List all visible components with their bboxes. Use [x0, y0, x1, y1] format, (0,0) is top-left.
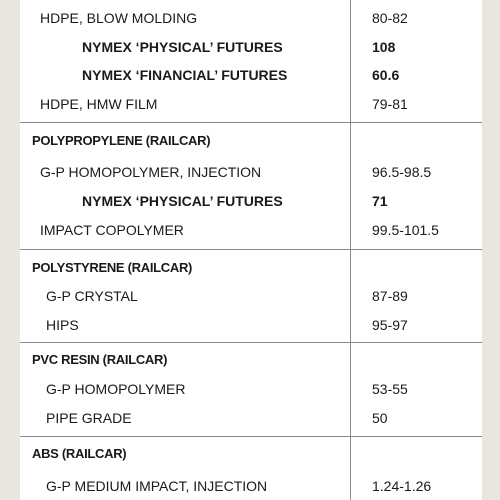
- price-value: 99.5-101.5: [372, 222, 439, 238]
- section-header-label: PVC RESIN (RAILCAR): [32, 352, 168, 367]
- price-value: 53-55: [372, 381, 408, 397]
- table-row: [20, 35, 482, 59]
- price-value: 71: [372, 193, 388, 209]
- table-row: [20, 63, 482, 87]
- section-header: [20, 130, 482, 152]
- table-row: [20, 284, 482, 308]
- table-row: [20, 313, 482, 337]
- section-divider: [20, 436, 482, 437]
- product-name: G-P HOMOPOLYMER: [46, 381, 186, 397]
- price-value: 95-97: [372, 317, 408, 333]
- product-name: NYMEX ‘FINANCIAL’ FUTURES: [82, 67, 288, 83]
- table-row: [20, 218, 482, 242]
- price-value: 108: [372, 39, 396, 55]
- section-header-label: POLYPROPYLENE (RAILCAR): [32, 133, 211, 148]
- price-table: [20, 0, 482, 500]
- product-name: PIPE GRADE: [46, 410, 132, 426]
- table-row: [20, 6, 482, 30]
- product-name: G-P MEDIUM IMPACT, INJECTION: [46, 478, 268, 494]
- table-row: [20, 160, 482, 184]
- table-row: [20, 377, 482, 401]
- product-name: G-P HOMOPOLYMER, INJECTION: [40, 164, 262, 180]
- product-name: HIPS: [46, 317, 79, 333]
- price-value: 80-82: [372, 10, 408, 26]
- table-row: [20, 406, 482, 430]
- product-name: HDPE, BLOW MOLDING: [40, 10, 198, 26]
- table-row: [20, 92, 482, 116]
- section-header-label: ABS (RAILCAR): [32, 446, 127, 461]
- section-header-label: POLYSTYRENE (RAILCAR): [32, 260, 193, 275]
- price-value: 87-89: [372, 288, 408, 304]
- price-value: 60.6: [372, 67, 400, 83]
- section-header: [20, 349, 482, 371]
- product-name: NYMEX ‘PHYSICAL’ FUTURES: [82, 193, 283, 209]
- product-name: NYMEX ‘PHYSICAL’ FUTURES: [82, 39, 283, 55]
- table-row: [20, 189, 482, 213]
- price-value: 79-81: [372, 96, 408, 112]
- section-divider: [20, 122, 482, 123]
- table-row: [20, 474, 482, 498]
- section-divider: [20, 249, 482, 250]
- price-value: 1.24-1.26: [372, 478, 432, 494]
- section-divider: [20, 342, 482, 343]
- product-name: HDPE, HMW FILM: [40, 96, 158, 112]
- price-value: 96.5-98.5: [372, 164, 432, 180]
- product-name: IMPACT COPOLYMER: [40, 222, 184, 238]
- price-value: 50: [372, 410, 388, 426]
- section-header: [20, 443, 482, 465]
- product-name: G-P CRYSTAL: [46, 288, 138, 304]
- section-header: [20, 257, 482, 279]
